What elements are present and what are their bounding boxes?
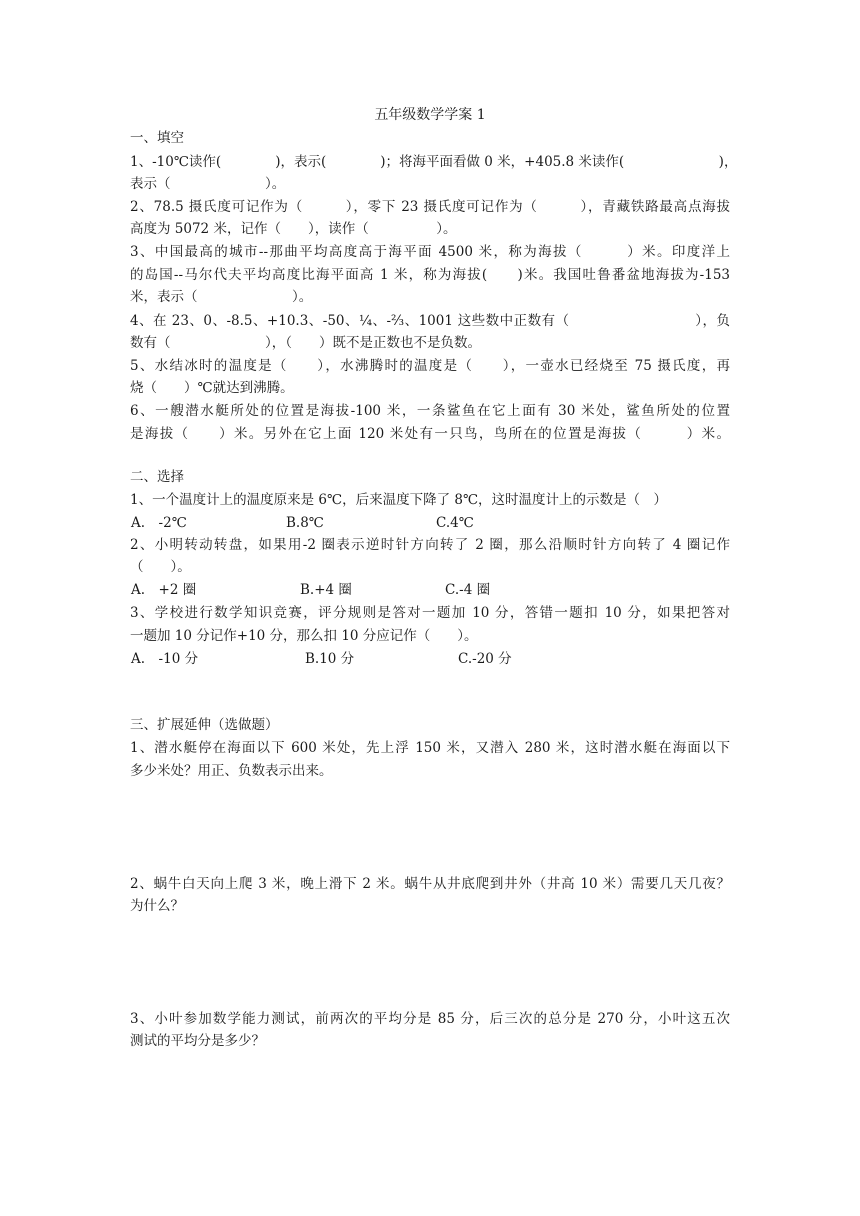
choice-option-a: A. -10 分 <box>131 651 199 667</box>
choice-option-b: B.+4 圈 <box>300 582 352 598</box>
choice-question: 一题加 10 分记作+10 分，那么扣 10 分应记作（ ）。 <box>130 628 478 644</box>
fill-line: 3、中国最高的城市--那曲平均高度高于海平面 4500 米，称为海拔（ ）米。印度洋上 <box>130 244 730 260</box>
fill-line: 1、-10℃读作( )，表示( )；将海平面看做 0 米，+405.8 米读作( )， <box>130 154 738 170</box>
page-title: 五年级数学学案 1 <box>374 107 486 123</box>
extension-question: 2、蜗牛白天向上爬 3 米，晚上滑下 2 米。蜗牛从井底爬到井外（井高 10 米）需要几天几夜？ <box>130 876 730 892</box>
fill-line: 是海拔（ ）米。另外在它上面 120 米处有一只鸟，鸟所在的位置是海拔（ ）米。 <box>130 426 730 442</box>
extension-question: 3、小叶参加数学能力测试，前两次的平均分是 85 分，后三次的总分是 270 分，小叶这五次 <box>130 1011 730 1027</box>
choice-question: 1、一个温度计上的温度原来是 6℃，后来温度下降了 8℃，这时温度计上的示数是（ ） <box>130 492 668 508</box>
fill-line: 4、在 23、0、-8.5、+10.3、-50、¼、-⅔、1001 这些数中正数有（ ），负 <box>130 313 730 329</box>
fill-line: 米，表示（ ）。 <box>130 289 313 305</box>
choice-question: （ ）。 <box>130 559 191 575</box>
fill-line: 表示（ ）。 <box>130 176 286 192</box>
choice-question: 2、小明转动转盘，如果用-2 圈表示逆时针方向转了 2 圈，那么沿顺时针方向转了 4 圈记作 <box>130 537 730 553</box>
extension-question: 测试的平均分是多少？ <box>130 1033 265 1049</box>
section3-heading: 三、扩展延伸（选做题） <box>130 717 279 733</box>
fill-line: 6、一艘潜水艇所处的位置是海拔-100 米，一条鲨鱼在它上面有 30 米处，鲨鱼所处的位置 <box>130 403 730 419</box>
fill-line: 2、78.5 摄氏度可记作为（ ），零下 23 摄氏度可记作为（ ），青藏铁路最高点海拔 <box>130 199 730 215</box>
choice-option-a: A. -2℃ <box>131 515 187 531</box>
fill-line: 烧（ ）℃就达到沸腾。 <box>130 380 294 396</box>
choice-option-b: B.10 分 <box>305 651 355 667</box>
choice-option-a: A. +2 圈 <box>131 582 197 598</box>
fill-line: 数有（ ），（ ）既不是正数也不是负数。 <box>130 335 481 351</box>
fill-line: 的岛国--马尔代夫平均高度比海平面高 1 米，称为海拔( )米。我国吐鲁番盆地海拔为-153 <box>130 267 730 283</box>
extension-question: 1、潜水艇停在海面以下 600 米处，先上浮 150 米，又潜入 280 米，这时潜水艇在海面以下 <box>130 740 730 756</box>
extension-question: 多少米处？用正、负数表示出来。 <box>130 763 333 779</box>
choice-option-c: C.-20 分 <box>458 651 512 667</box>
choice-question: 3、学校进行数学知识竞赛，评分规则是答对一题加 10 分，答错一题扣 10 分，如果把答对 <box>130 605 730 621</box>
choice-option-c: C.-4 圈 <box>445 582 491 598</box>
choice-option-c: C.4℃ <box>436 515 474 531</box>
fill-line: 高度为 5072 米，记作（ ），读作（ ）。 <box>130 221 457 237</box>
fill-line: 5、水结冰时的温度是（ ），水沸腾时的温度是（ ），一壶水已经烧至 75 摄氏度，再 <box>130 358 730 374</box>
section1-heading: 一、填空 <box>130 130 184 146</box>
extension-question: 为什么？ <box>130 898 184 914</box>
section2-heading: 二、选择 <box>130 469 184 485</box>
choice-option-b: B.8℃ <box>286 515 324 531</box>
